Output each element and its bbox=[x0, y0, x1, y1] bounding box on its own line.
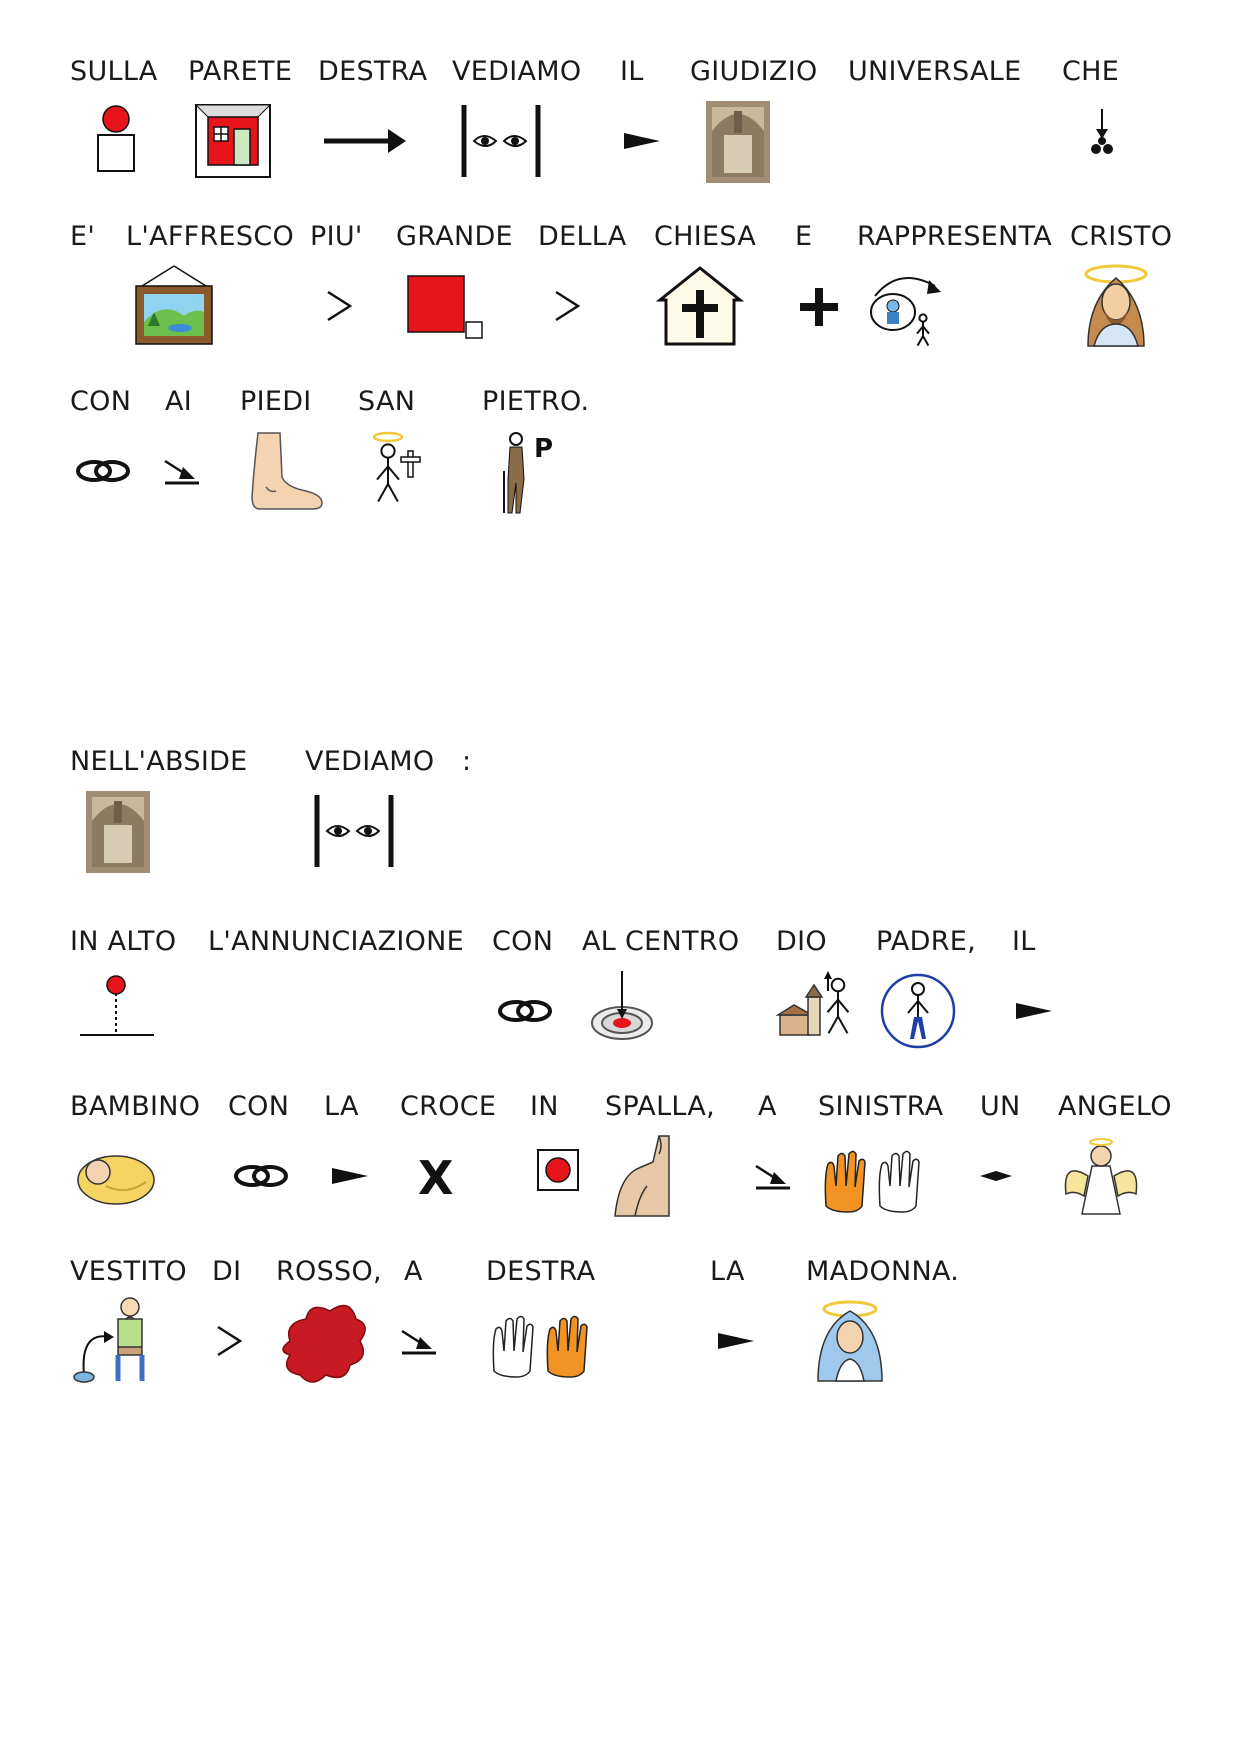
word-label: IN bbox=[530, 1091, 559, 1122]
word-label: VEDIAMO bbox=[305, 746, 435, 777]
fresco-photo-icon bbox=[690, 101, 782, 183]
to-the-icon bbox=[155, 431, 247, 513]
word-label: LA bbox=[324, 1091, 359, 1122]
to-the-icon bbox=[392, 1301, 484, 1383]
word-label: CRISTO bbox=[1070, 221, 1173, 252]
article-triangle-icon bbox=[610, 101, 702, 183]
person-p-icon bbox=[482, 431, 574, 513]
word-label: PADRE, bbox=[876, 926, 977, 957]
word-label: CHE bbox=[1062, 56, 1120, 87]
with-icon bbox=[492, 971, 584, 1053]
word-label: DIO bbox=[776, 926, 827, 957]
wall-icon bbox=[188, 101, 280, 183]
symbol-row bbox=[0, 385, 1241, 560]
high-up-icon bbox=[70, 971, 162, 1053]
svg-text:X: X bbox=[418, 1151, 454, 1205]
word-label: PIETRO. bbox=[482, 386, 590, 417]
word-label: CON bbox=[228, 1091, 290, 1122]
word-label: SPALLA, bbox=[605, 1091, 716, 1122]
word-label: A bbox=[404, 1256, 423, 1287]
article-diamond-icon bbox=[964, 1136, 1056, 1218]
word-label: PIU' bbox=[310, 221, 363, 252]
word-label: DESTRA bbox=[318, 56, 428, 87]
father-icon bbox=[876, 971, 968, 1053]
word-label: GRANDE bbox=[396, 221, 513, 252]
word-label: DELLA bbox=[538, 221, 627, 252]
christ-icon bbox=[1070, 266, 1162, 348]
center-target-icon bbox=[582, 971, 674, 1053]
fresco-photo-icon bbox=[70, 791, 162, 873]
word-label: E bbox=[795, 221, 813, 252]
word-label: L'AFFRESCO bbox=[126, 221, 295, 252]
article-triangle-icon bbox=[318, 1136, 410, 1218]
symbol-row bbox=[0, 1255, 1241, 1430]
symbol-row bbox=[0, 925, 1241, 1100]
word-label: CHIESA bbox=[654, 221, 757, 252]
word-label: AI bbox=[165, 386, 193, 417]
angel-icon bbox=[1058, 1136, 1150, 1218]
word-label: IN ALTO bbox=[70, 926, 177, 957]
big-square-icon bbox=[396, 266, 488, 348]
word-label: CON bbox=[492, 926, 554, 957]
word-label: LA bbox=[710, 1256, 745, 1287]
word-label: UN bbox=[980, 1091, 1021, 1122]
word-label: VEDIAMO bbox=[452, 56, 582, 87]
word-label: PARETE bbox=[188, 56, 293, 87]
article-triangle-icon bbox=[704, 1301, 796, 1383]
word-label: VESTITO bbox=[70, 1256, 187, 1287]
word-label: IL bbox=[620, 56, 644, 87]
red-splash-icon bbox=[276, 1301, 368, 1383]
word-label: RAPPRESENTA bbox=[857, 221, 1053, 252]
article-triangle-icon bbox=[1002, 971, 1094, 1053]
word-label: : bbox=[462, 746, 472, 777]
word-label: CROCE bbox=[400, 1091, 497, 1122]
svg-text:P: P bbox=[534, 434, 554, 464]
arrow-right-icon bbox=[318, 101, 410, 183]
symbol-row bbox=[0, 55, 1241, 230]
saint-icon bbox=[358, 431, 450, 513]
represent-icon bbox=[857, 266, 949, 348]
greater-than-icon bbox=[310, 266, 402, 348]
word-label: BAMBINO bbox=[70, 1091, 201, 1122]
word-label: A bbox=[758, 1091, 777, 1122]
see-icon bbox=[452, 101, 544, 183]
madonna-icon bbox=[806, 1301, 898, 1383]
word-label: E' bbox=[70, 221, 96, 252]
word-label: IL bbox=[1012, 926, 1036, 957]
framed-picture-icon bbox=[126, 266, 218, 348]
right-hand-icon bbox=[486, 1301, 578, 1383]
symbol-row bbox=[0, 220, 1241, 395]
baby-icon bbox=[70, 1136, 162, 1218]
dressed-icon bbox=[70, 1301, 162, 1383]
relative-pronoun-icon bbox=[1062, 101, 1154, 183]
cross-x-icon bbox=[400, 1136, 492, 1218]
symbol-row bbox=[0, 745, 1241, 920]
word-label: ANGELO bbox=[1058, 1091, 1172, 1122]
greater-than-icon bbox=[538, 266, 630, 348]
with-icon bbox=[228, 1136, 320, 1218]
word-label: MADONNA. bbox=[806, 1256, 960, 1287]
word-label: AL CENTRO bbox=[582, 926, 740, 957]
word-label: GIUDIZIO bbox=[690, 56, 818, 87]
word-label: SINISTRA bbox=[818, 1091, 944, 1122]
foot-icon bbox=[240, 431, 332, 513]
word-label: UNIVERSALE bbox=[848, 56, 1022, 87]
word-label: CON bbox=[70, 386, 132, 417]
word-label: ROSSO, bbox=[276, 1256, 382, 1287]
word-label: DI bbox=[212, 1256, 242, 1287]
with-icon bbox=[70, 431, 162, 513]
word-label: SAN bbox=[358, 386, 416, 417]
on-top-icon bbox=[70, 101, 162, 183]
god-icon bbox=[776, 971, 868, 1053]
word-label: DESTRA bbox=[486, 1256, 596, 1287]
church-icon bbox=[654, 266, 746, 348]
shoulder-icon bbox=[605, 1136, 697, 1218]
word-label: SULLA bbox=[70, 56, 158, 87]
word-label: PIEDI bbox=[240, 386, 312, 417]
word-label: L'ANNUNCIAZIONE bbox=[208, 926, 465, 957]
left-hand-icon bbox=[818, 1136, 910, 1218]
see-icon bbox=[305, 791, 397, 873]
word-label: NELL'ABSIDE bbox=[70, 746, 248, 777]
symbol-row bbox=[0, 1090, 1241, 1265]
